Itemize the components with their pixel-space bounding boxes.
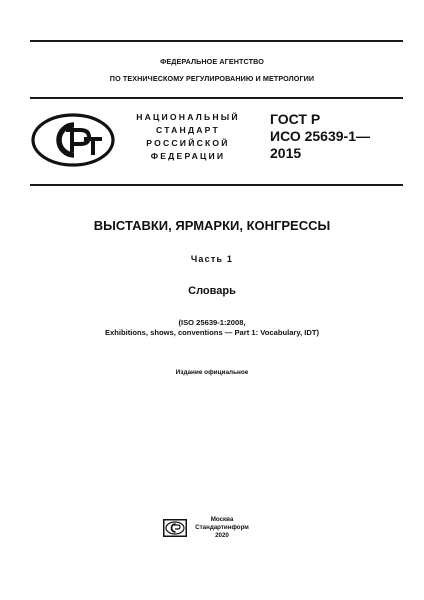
- block-rule: [30, 184, 403, 186]
- publisher-name: Стандартинформ: [195, 524, 249, 531]
- agency-line-2: ПО ТЕХНИЧЕСКОМУ РЕГУЛИРОВАНИЮ И МЕТРОЛОГИИ: [109, 74, 315, 83]
- edition-label: Издание официальное: [175, 369, 249, 376]
- gost-designation-line-2: ИСО 25639-1—: [270, 128, 370, 144]
- publisher-city: Москва: [210, 516, 234, 523]
- gost-r-emblem-icon: [30, 112, 116, 168]
- gost-designation-line-1: ГОСТ Р: [270, 111, 321, 127]
- iso-reference-line-1: (ISO 25639-1:2008,: [178, 318, 246, 327]
- national-standard-line-3: РОССИЙСКОЙ: [146, 138, 230, 148]
- gost-designation-line-3: 2015: [270, 145, 302, 161]
- header-rule: [30, 97, 403, 99]
- national-standard-line-1: НАЦИОНАЛЬНЫЙ: [136, 112, 240, 122]
- national-standard-line-2: СТАНДАРТ: [156, 125, 220, 135]
- iso-reference-line-2: Exhibitions, shows, conventions — Part 1: Vocabulary, IDT): [104, 328, 320, 337]
- national-standard-line-4: ФЕДЕРАЦИИ: [150, 151, 226, 161]
- agency-line-1: ФЕДЕРАЛЬНОЕ АГЕНТСТВО: [160, 57, 264, 66]
- publication-year: 2020: [215, 532, 229, 539]
- part-label: Часть 1: [190, 254, 234, 264]
- standartinform-logo-icon: [163, 519, 187, 537]
- document-subtitle: Словарь: [188, 285, 236, 297]
- top-rule: [30, 40, 403, 42]
- document-title: ВЫСТАВКИ, ЯРМАРКИ, КОНГРЕССЫ: [93, 218, 331, 233]
